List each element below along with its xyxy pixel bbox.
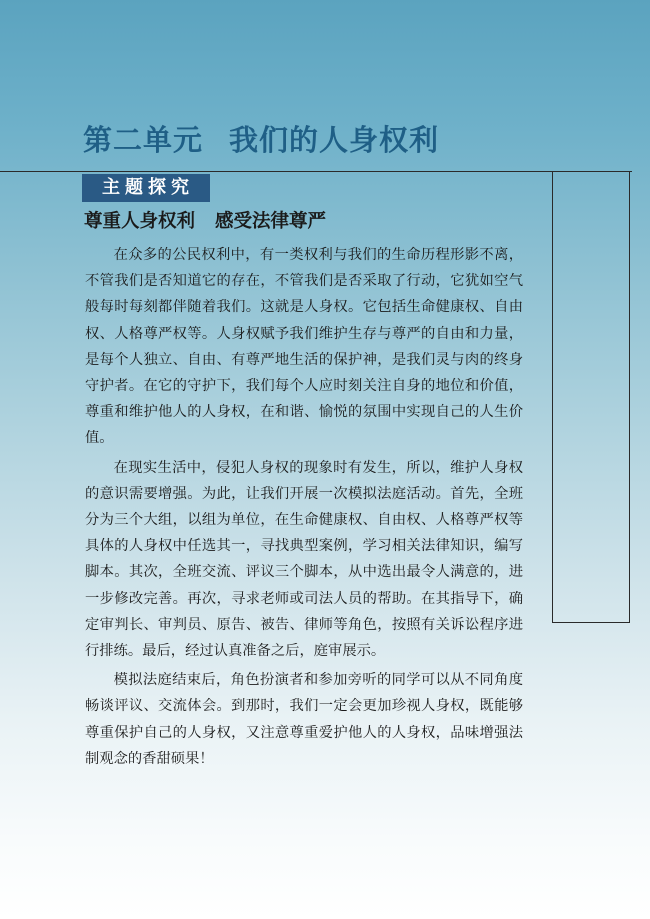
subtitle-part2: 感受法律尊严 (215, 211, 327, 232)
paragraph-2: 在现实生活中，侵犯人身权的现象时有发生，所以，维护人身权的意识需要增强。为此，让我们开展一次模拟法庭活动。首先，全班分为三个大组，以组为单位，在生命健康权、自由权、人格尊严权等具体的人身权中任选其一，寻找典型案例，学习相关法律知识，编写脚本。其次，全班交流、评议三个脚本，从中选出最令人满意的，进一步修改完善。再次，寻求老师或司法人员的帮助。在其指导下，确定审判长、审判员、原告、被告、律师等角色，按照有关诉讼程序进行排练。最后，经过认真准备之后，庭审展示。 (85, 459, 523, 660)
unit-title (83, 118, 439, 159)
page-frame (552, 171, 630, 623)
body-text (85, 242, 523, 775)
unit-number: 第二单元 (83, 123, 204, 157)
header-rule (0, 171, 632, 172)
unit-name: 我们的人身权利 (229, 123, 440, 157)
paragraph-1: 在众多的公民权利中，有一类权利与我们的生命历程形影不离，不管我们是否知道它的存在，不管我们是否采取了行动，它犹如空气般每时每刻都伴随着我们。这就是人身权。它包括生命健康权、自由权、人格尊严权等。人身权赋予我们维护生存与尊严的自由和力量，是每个人独立、自由、有尊严地生活的保护神，是我们灵与肉的终身守护者。在它的守护下，我们每个人应时刻关注自身的地位和价值，尊重和维护他人的人身权，在和谐、愉悦的氛围中实现自己的人生价值。 (85, 247, 523, 447)
subtitle-part1: 尊重人身权利 (84, 211, 196, 232)
paragraph-3: 模拟法庭结束后，角色扮演者和参加旁听的同学可以从不同角度畅谈评议、交流体会。到那时，我们一定会更加珍视人身权，既能够尊重保护自己的人身权，又注意尊重爱护他人的人身权，品味增强法制观念的香甜硕果！ (85, 672, 523, 767)
section-label: 主题探究 (82, 174, 210, 202)
subtitle (84, 207, 326, 233)
